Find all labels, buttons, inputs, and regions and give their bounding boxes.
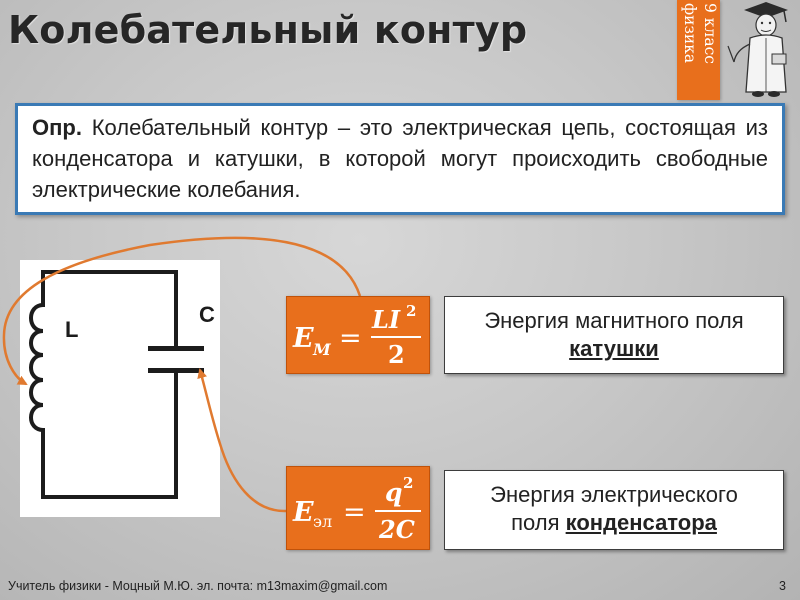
magnetic-subscript: M bbox=[313, 340, 331, 359]
electric-desc-line2-prefix: поля bbox=[511, 510, 566, 535]
electric-exponent: 2 bbox=[403, 474, 414, 492]
electric-desc-line2 bbox=[445, 509, 783, 537]
top-wire bbox=[43, 272, 176, 348]
footer-text: Учитель физики - Моцный М.Ю. эл. почта: m13maxim@gmail.com bbox=[8, 579, 388, 593]
electric-denominator: 2C bbox=[379, 515, 415, 544]
electric-subscript: эл bbox=[313, 512, 333, 531]
magnetic-numerator: LI bbox=[372, 305, 401, 334]
page-number: 3 bbox=[779, 579, 786, 593]
bottom-wire bbox=[43, 371, 176, 497]
grade-label: 9 класс физика bbox=[681, 3, 719, 64]
capacitor-plate-bottom bbox=[148, 368, 204, 373]
magnetic-equals: = bbox=[339, 323, 362, 354]
magnetic-E: E bbox=[293, 323, 314, 354]
slide-title: Колебательный контур bbox=[8, 8, 528, 52]
definition-text: Колебательный контур – это электрическая цепь, состоящая из конденсатора и катушки, в которой могут происходить свободные электрические колебания. bbox=[32, 115, 768, 202]
magnetic-denominator: 2 bbox=[388, 340, 405, 369]
magnetic-desc-line2: катушки bbox=[569, 336, 659, 361]
inductor-label: L bbox=[65, 317, 79, 342]
electric-energy-formula bbox=[286, 466, 430, 550]
electric-numerator: q bbox=[385, 478, 403, 507]
electric-E: E bbox=[293, 497, 314, 528]
electric-energy-description bbox=[444, 470, 784, 550]
magnetic-desc-line1: Энергия магнитного поля bbox=[484, 308, 744, 333]
arrow-to-capacitor bbox=[200, 370, 286, 511]
magnetic-energy-formula bbox=[286, 296, 430, 374]
capacitor-plate-top bbox=[148, 346, 204, 351]
electric-desc-line1: Энергия электрического bbox=[490, 482, 738, 507]
capacitor-label: C bbox=[199, 302, 215, 327]
electric-desc-line2-emphasis: конденсатора bbox=[565, 510, 717, 535]
electric-equals: = bbox=[343, 497, 366, 528]
definition-lead: Опр. bbox=[32, 115, 82, 140]
magnetic-exponent: 2 bbox=[406, 302, 417, 320]
magnetic-energy-description bbox=[444, 296, 784, 374]
inductor-coil bbox=[31, 305, 43, 430]
